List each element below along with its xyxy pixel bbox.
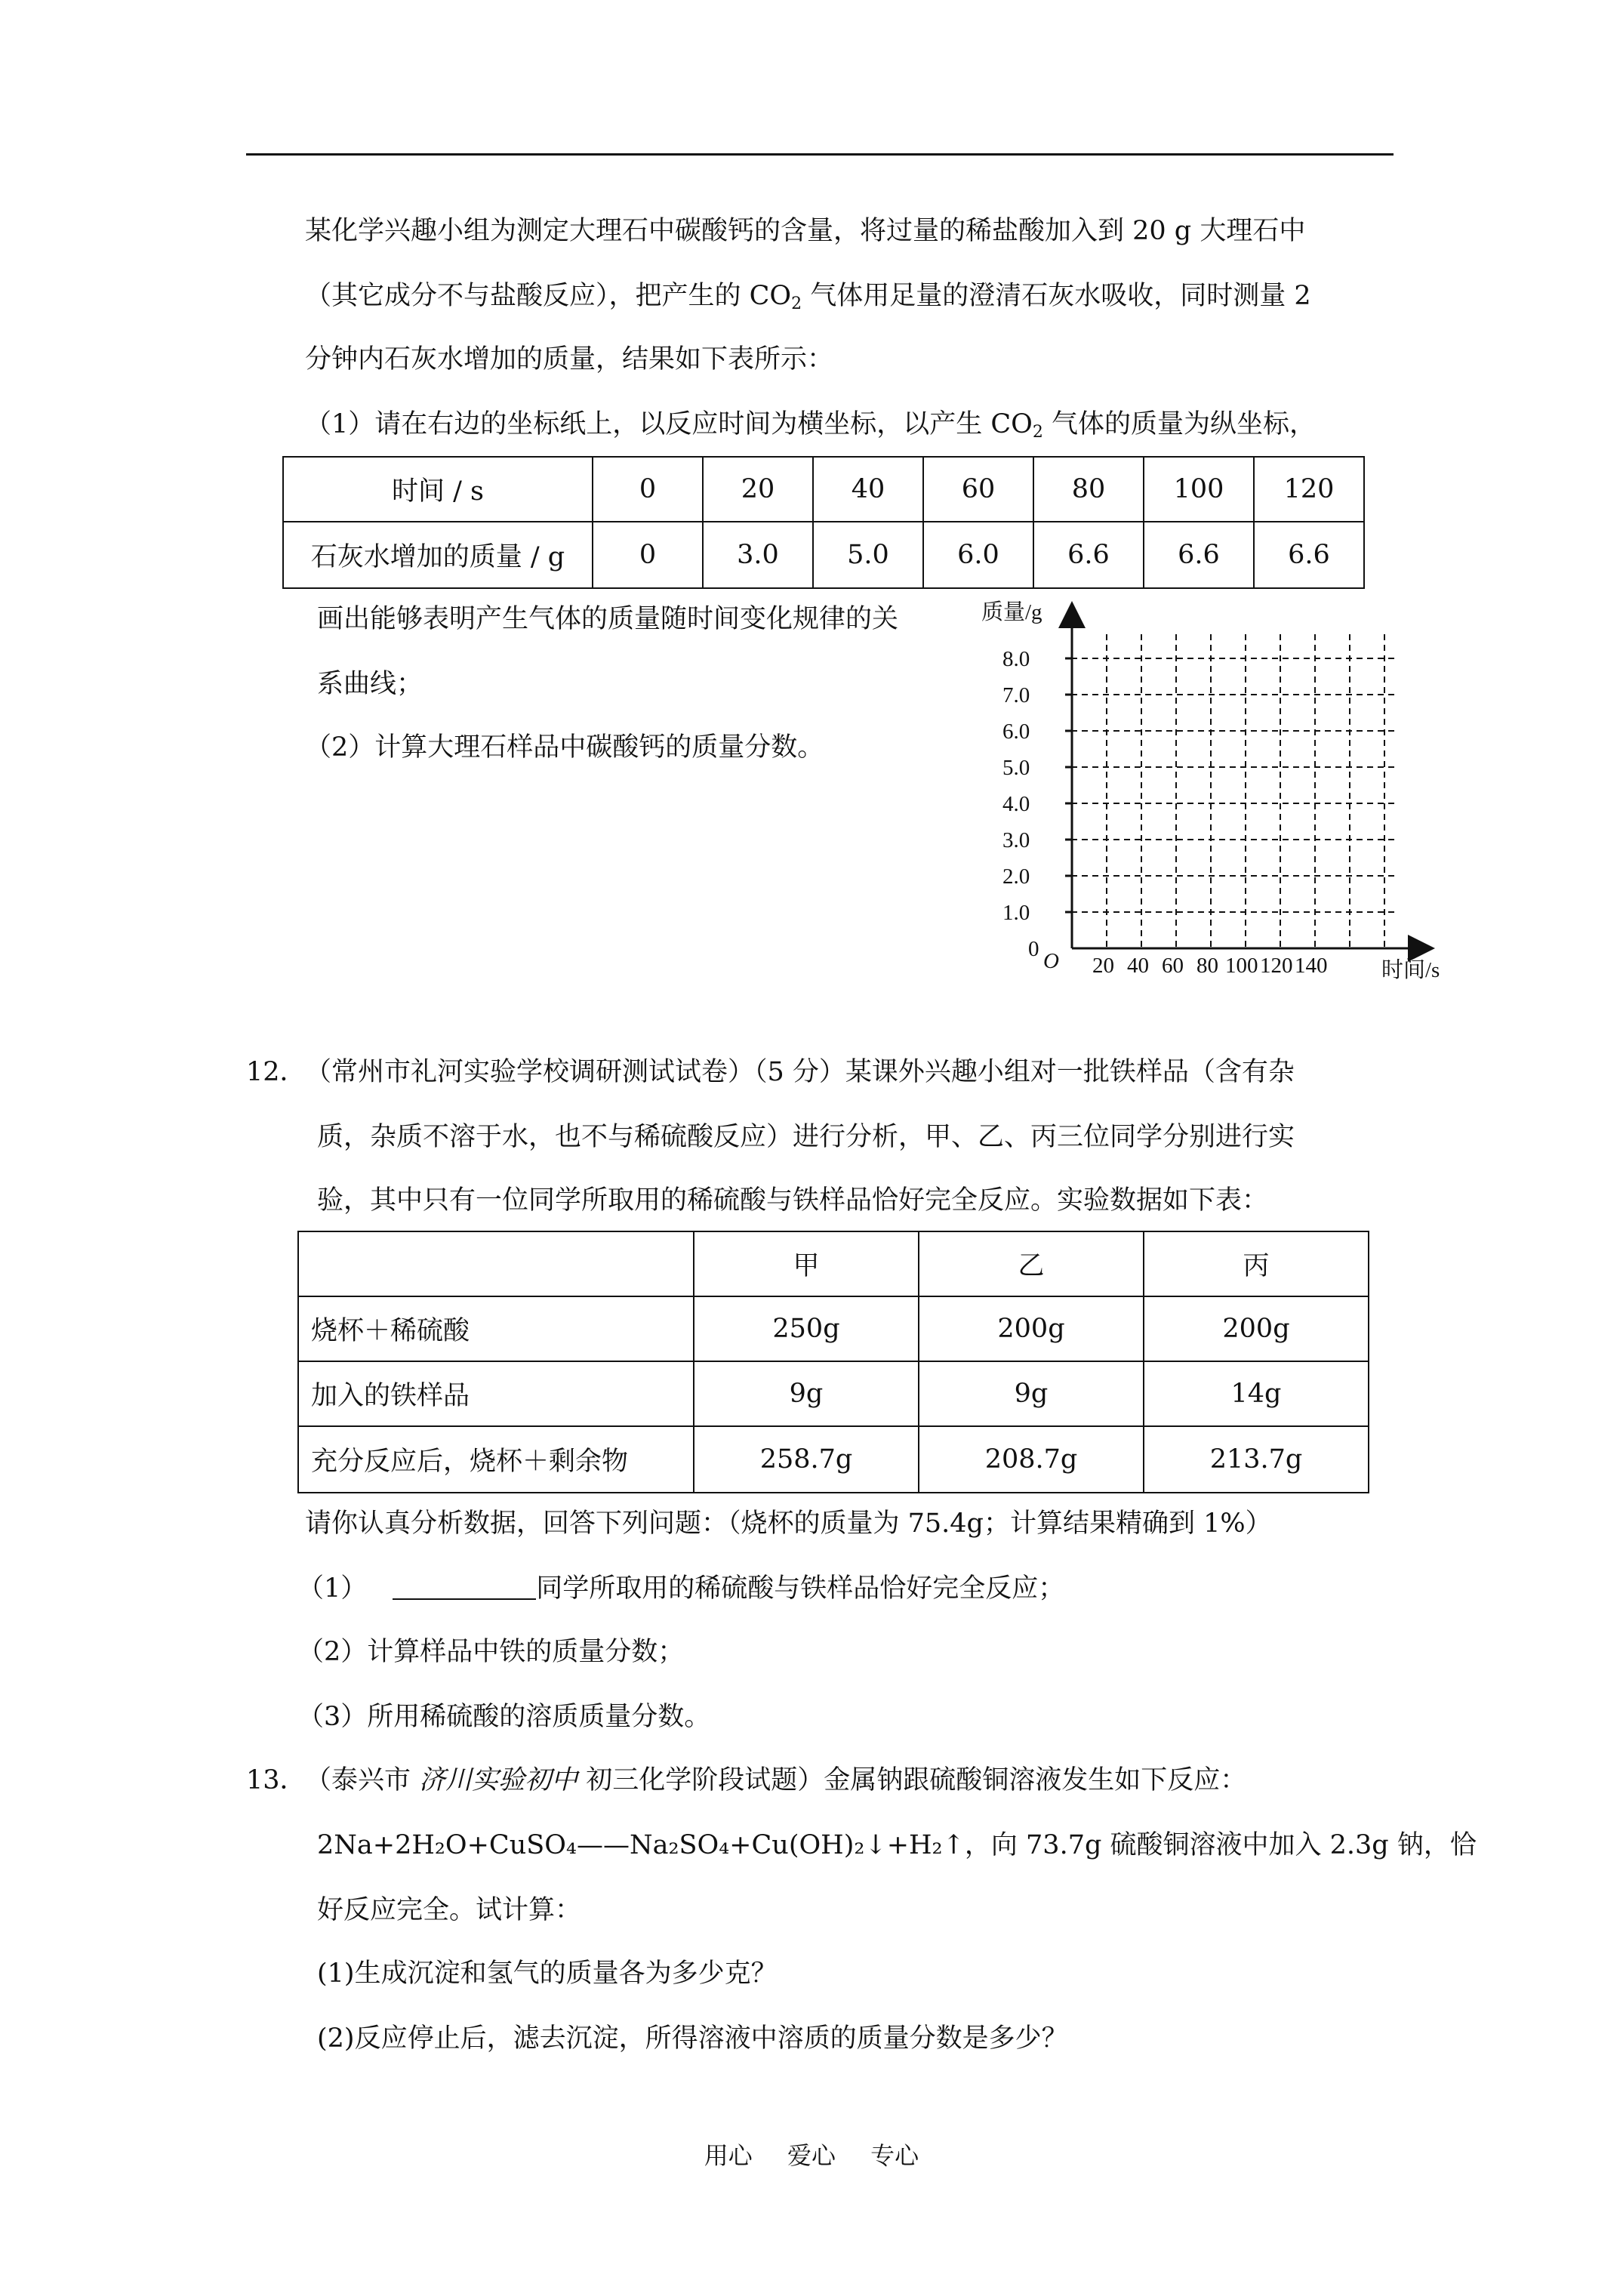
table-header: 石灰水增加的质量 / g [283,522,593,588]
q12-sub-3: （3）所用稀硫酸的溶质质量分数。 [297,1702,711,1732]
table-cell: 14g [1144,1361,1369,1426]
table-cell: 60 [923,457,1033,522]
y-tick-label: 6.0 [1002,720,1030,744]
co2-table [282,456,1365,589]
question-1-end: 系曲线； [317,669,423,699]
q13-number: 13． [246,1765,306,1795]
table-header [298,1231,694,1296]
y-tick-label: 7.0 [1002,683,1030,707]
table-cell: 9g [919,1361,1144,1426]
header-rule [246,153,1394,156]
q12-sub-2: （2）计算样品中铁的质量分数； [297,1637,685,1667]
y-tick-label: 2.0 [1002,864,1030,889]
q12-line-3: 验，其中只有一位同学所取用的稀硫酸与铁样品恰好完全反应。实验数据如下表： [317,1185,1269,1216]
iron-table [297,1231,1369,1493]
footer-word: 用心 [704,2141,753,2170]
table-header: 丙 [1144,1231,1369,1296]
question-1: （1）请在右边的坐标纸上，以反应时间为横坐标，以产生 $CO_2$ 气体的质量为纵坐标， [305,409,1317,442]
table-cell: 200g [1144,1296,1369,1361]
x-axis-label: 时间/s [1381,958,1440,982]
table-row-label: 加入的铁样品 [298,1361,694,1426]
table-cell: 80 [1033,457,1144,522]
x-tick-label: 40 [1127,954,1149,978]
table-cell: 200g [919,1296,1144,1361]
x-tick-label: 140 [1295,954,1328,978]
q12-instructions: 请你认真分析数据，回答下列问题：（烧杯的质量为 75.4g；计算结果精确到 1%） [305,1509,1272,1539]
x-tick-label: 100 [1225,954,1258,978]
table-cell: 213.7g [1144,1426,1369,1493]
graph-paper [974,589,1487,997]
table-cell: 120 [1254,457,1364,522]
table-cell: 0 [593,457,703,522]
footer-word: 专心 [870,2141,919,2170]
table-cell: 6.6 [1033,522,1144,588]
table-header: 时间 / s [283,457,593,522]
x-tick-label: 80 [1196,954,1218,978]
table-cell: 6.6 [1144,522,1254,588]
q13-equation: 2Na+2H₂O+CuSO₄——Na₂SO₄+Cu(OH)₂↓+H₂↑，向 73.7g 硫酸铜溶液中加入 2.3g 钠，恰 [317,1830,1477,1860]
q12-number: 12． [246,1057,306,1087]
table-cell: 6.0 [923,522,1033,588]
table-cell: 258.7g [694,1426,919,1493]
table-cell: 40 [813,457,923,522]
table-cell: 3.0 [703,522,813,588]
y-tick-label: 4.0 [1002,792,1030,816]
intro-line-3: 分钟内石灰水增加的质量，结果如下表所示： [305,344,834,374]
q13-line-1: （泰兴市 济川实验初中 初三化学阶段试题）金属钠跟硫酸铜溶液发生如下反应： [305,1765,1247,1795]
table-cell: 208.7g [919,1426,1144,1493]
y-axis-label: 质量/g [981,600,1042,624]
q12-line-1: （常州市礼河实验学校调研测试试卷）（5 分）某课外兴趣小组对一批铁样品（含有杂 [305,1057,1295,1087]
x-tick-label: 120 [1260,954,1293,978]
y-tick-label: 8.0 [1002,647,1030,671]
table-cell: 9g [694,1361,919,1426]
q12-line-2: 质，杂质不溶于水，也不与稀硫酸反应）进行分析，甲、乙、丙三位同学分别进行实 [317,1122,1295,1152]
table-cell: 20 [703,457,813,522]
table-header: 乙 [919,1231,1144,1296]
page-footer [0,2137,1623,2171]
table-cell: 100 [1144,457,1254,522]
y-tick-label: 0 [1028,937,1039,961]
table-cell: 250g [694,1296,919,1361]
table-cell: 6.6 [1254,522,1364,588]
table-header: 甲 [694,1231,919,1296]
table-row-label: 充分反应后，烧杯＋剩余物 [298,1426,694,1493]
question-2: （2）计算大理石样品中碳酸钙的质量分数。 [305,732,824,763]
x-tick-label: 20 [1092,954,1114,978]
y-tick-label: 3.0 [1002,828,1030,852]
intro-line-1: 某化学兴趣小组为测定大理石中碳酸钙的含量，将过量的稀盐酸加入到 20 g 大理石中 [305,216,1306,246]
question-1-cont: 画出能够表明产生气体的质量随时间变化规律的关 [317,604,899,634]
q13-line-3: 好反应完全。试计算： [317,1895,582,1925]
answer-blank [393,1571,536,1600]
intro-line-2: （其它成分不与盐酸反应），把产生的 $CO_2$ 气体用足量的澄清石灰水吸收，同时测量 2 [305,281,1311,313]
q12-sub-1: （1） 同学所取用的稀硫酸与铁样品恰好完全反应； [297,1570,1064,1607]
q13-sub-1: (1)生成沉淀和氢气的质量各为多少克？ [317,1959,778,1989]
x-tick-label: 60 [1162,954,1184,978]
q13-sub-2: (2)反应停止后，滤去沉淀，所得溶液中溶质的质量分数是多少？ [317,2023,1068,2054]
table-cell: 5.0 [813,522,923,588]
table-cell: 0 [593,522,703,588]
table-row-label: 烧杯＋稀硫酸 [298,1296,694,1361]
origin-label: O [1043,949,1059,973]
y-tick-label: 5.0 [1002,756,1030,780]
y-tick-label: 1.0 [1002,901,1030,925]
footer-word: 爱心 [787,2141,836,2170]
